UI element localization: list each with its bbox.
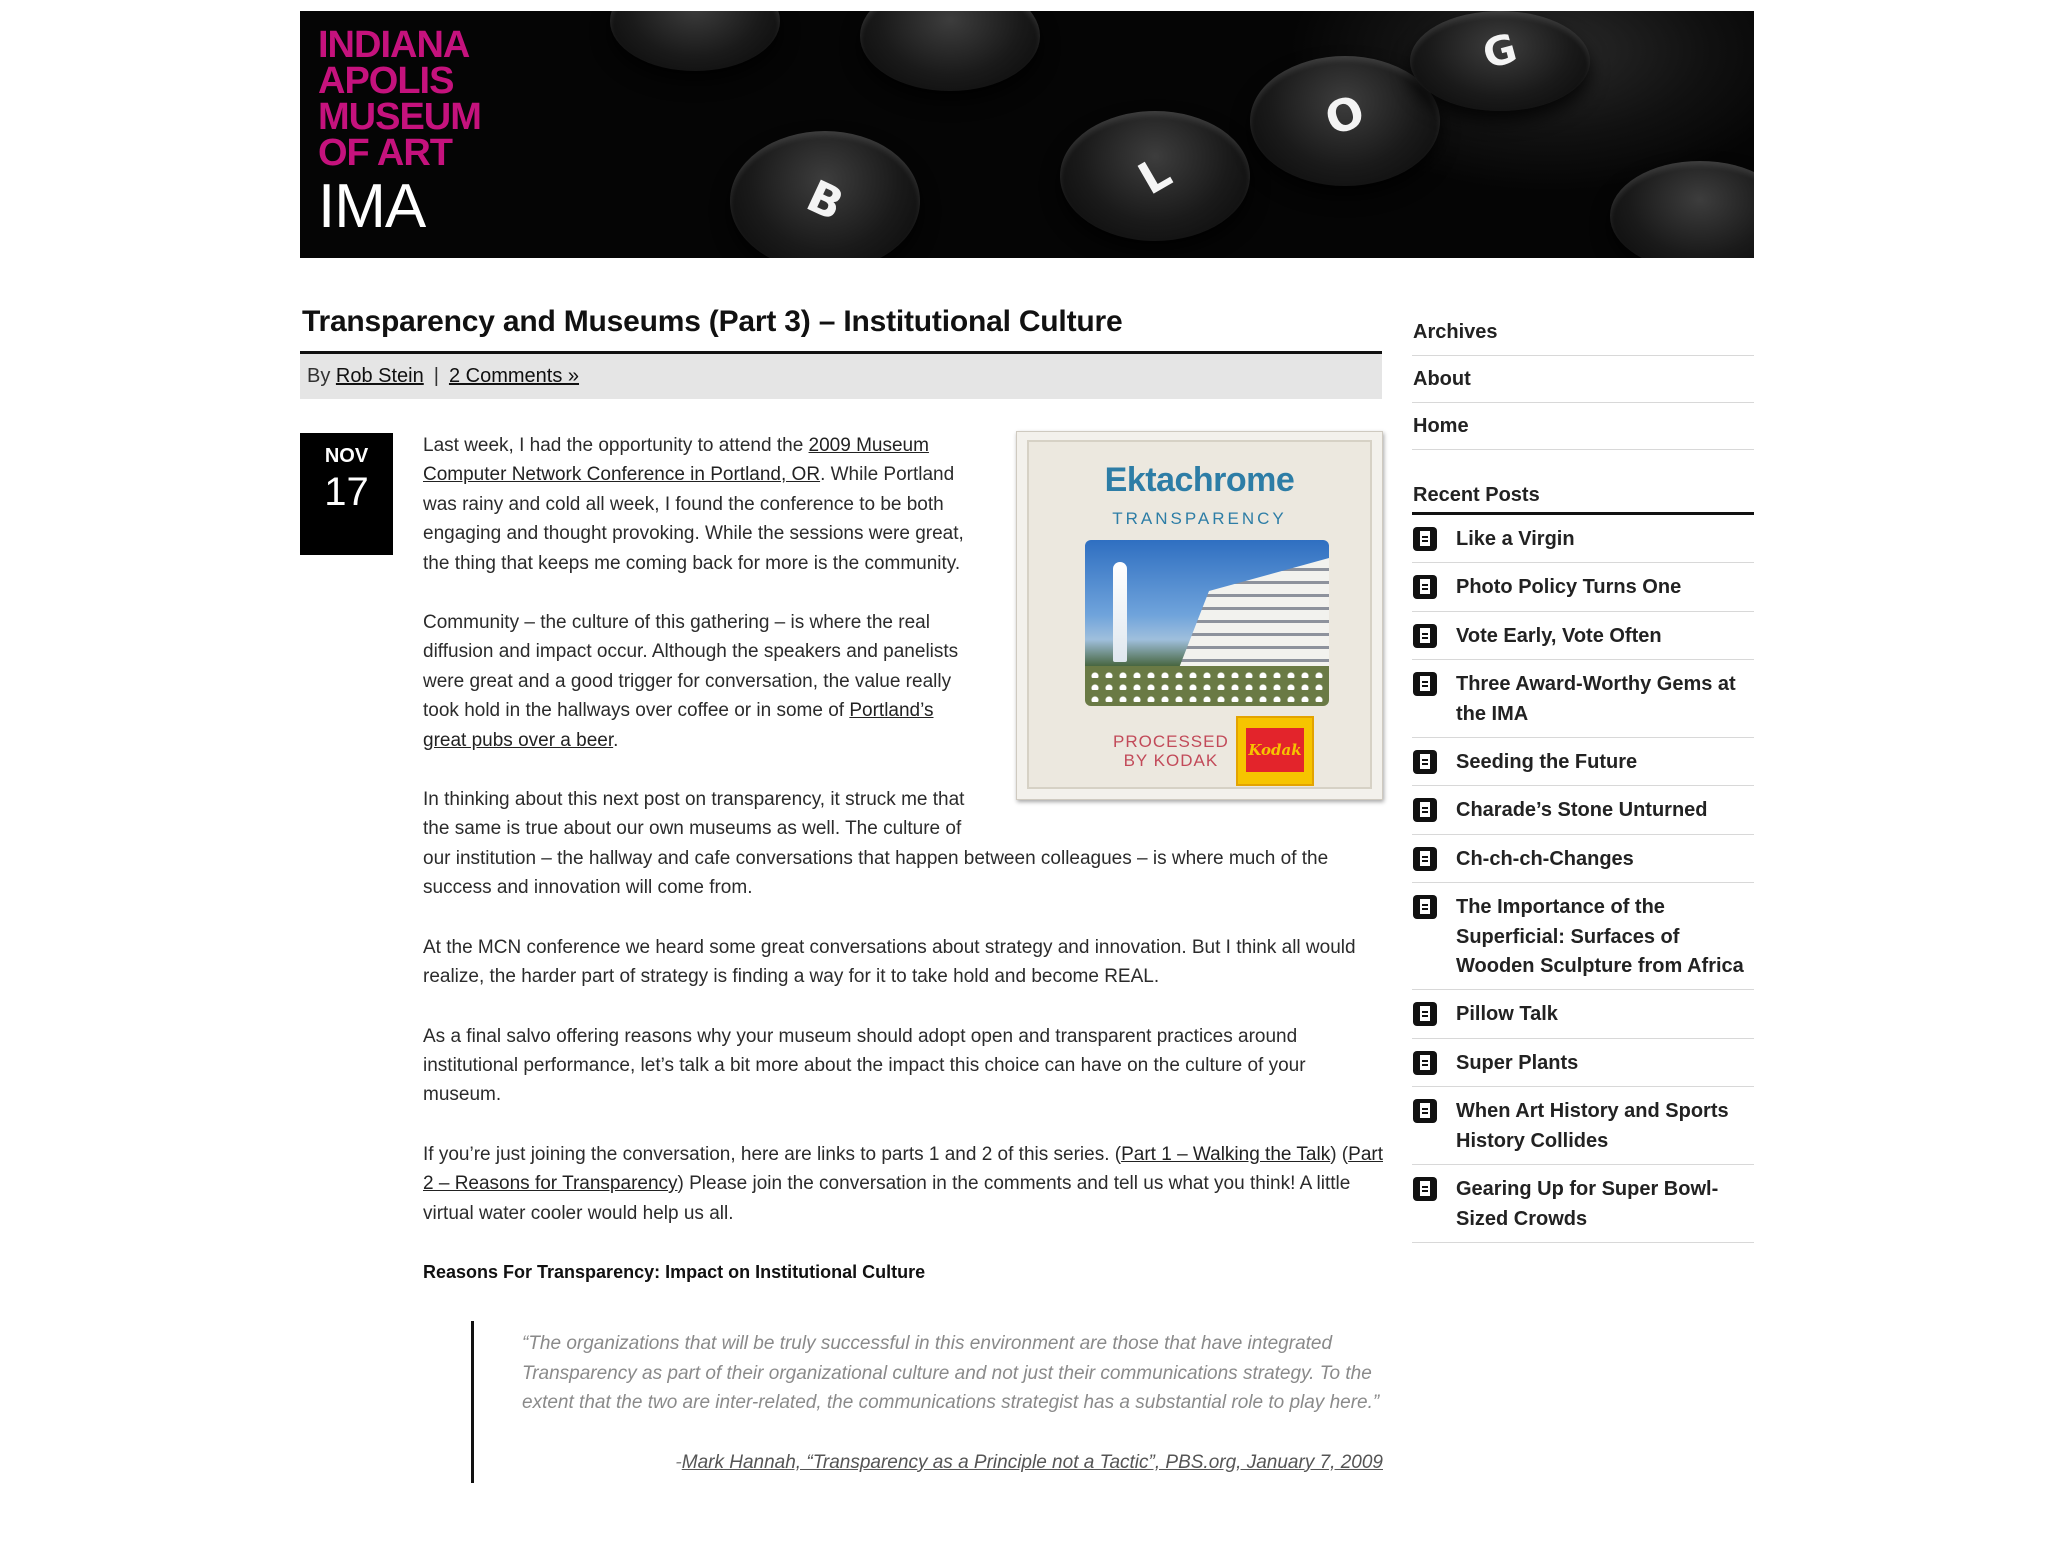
quote-text: “The organizations that will be truly successful in this environment are those that have integrated Transparency as part of their organizational culture and not just their communications strategy. To the extent that the two are inter-related, the communications strategist has a substantial role to play here.” [522,1333,1380,1414]
quote-source [522,1448,1383,1477]
fountain-shape [1113,562,1127,662]
document-icon [1413,1002,1437,1026]
paragraph: At the MCN conference we heard some great conversations about strategy and innovation. But I think all would realize, the harder part of strategy is finding a way for it to take hold and become REAL. [423,936,1356,988]
logo-line: MUSEUM [318,96,481,138]
recent-post-link[interactable]: Seeding the Future [1456,751,1638,774]
logo-line: OF ART [318,132,453,174]
document-icon [1413,1051,1437,1075]
typewriter-key [860,11,1040,91]
ima-logo[interactable] [318,24,508,241]
nav-item-about [1412,356,1754,403]
recent-post-link[interactable]: When Art History and Sports History Collides [1456,1100,1729,1152]
nav-link-archives[interactable]: Archives [1413,321,1498,343]
typewriter-key [1610,161,1754,258]
date-month: NOV [324,445,369,467]
author-link[interactable]: Rob Stein [335,365,424,387]
nav-item-archives [1412,309,1754,356]
part-2-link[interactable]: Part 2 – Reasons for Transparency [423,1143,1383,1195]
ektachrome-slide-image [1016,431,1383,800]
byline-prefix: By [307,365,331,387]
mcn-conference-link[interactable]: 2009 Museum Computer Network Conference in Portland, OR [423,435,929,486]
recent-post-item[interactable] [1412,612,1754,660]
recent-post-item[interactable] [1412,1039,1754,1087]
typewriter-key-g [1410,11,1590,111]
recent-post-link[interactable]: Charade’s Stone Unturned [1456,799,1708,822]
document-icon [1413,672,1437,696]
logo-line: APOLIS [318,60,454,102]
post-content [423,431,1383,1483]
key-label: O [1318,85,1372,147]
recent-post-link[interactable]: The Importance of the Superficial: Surfaces of Wooden Sculpture from Africa [1456,896,1744,978]
logo-line: INDIANA [318,24,470,66]
key-label: B [799,170,851,232]
document-icon [1413,750,1437,774]
quote-source-link[interactable]: Mark Hannah, “Transparency as a Principle not a Tactic”, PBS.org, January 7, 2009 [681,1451,1383,1473]
typewriter-key [610,11,780,71]
key-label: L [1130,146,1180,206]
recent-posts-heading: Recent Posts [1412,484,1754,515]
blockquote [471,1321,1383,1483]
paragraph-text: If you’re just joining the conversation, here are links to parts 1 and 2 of this series. ( [423,1143,1122,1165]
section-heading: Reasons For Transparency: Impact on Institutional Culture [423,1261,926,1282]
header-banner[interactable] [300,11,1754,258]
date-day: 17 [324,470,369,514]
recent-post-link[interactable]: Three Award-Worthy Gems at the IMA [1456,673,1736,725]
paragraph-text: Community – the culture of this gathering – is where the real diffusion and impact occur. Although the speakers and panelists were great and a good trigger for conversation, the value really took hold in the hallways over coffee or in some of [423,612,959,722]
document-icon [1413,1177,1437,1201]
processed-line-1: PROCESSED [1113,732,1229,751]
recent-post-item[interactable] [1412,786,1754,834]
recent-post-link[interactable]: Vote Early, Vote Often [1456,624,1662,647]
paragraph: In thinking about this next post on transparency, it struck me that the same is true about our own museums as well. The culture of our institution – the hallway and cafe conversations that happen between colleagues – is where much of the success and innovation will come from. [423,789,1329,899]
recent-post-item[interactable] [1412,563,1754,611]
paragraph-text: . While Portland was rainy and cold all week, I found the conference to be both engaging and thought provoking. While the sessions were great, the thing that keeps me coming back for more is the community. [423,464,964,574]
recent-post-item[interactable] [1412,738,1754,786]
kodak-logo [1236,716,1314,786]
recent-post-link[interactable]: Pillow Talk [1456,1003,1558,1026]
slide-processed-text [1113,732,1229,770]
recent-post-item[interactable] [1412,883,1754,990]
recent-post-item[interactable] [1412,990,1754,1038]
date-badge [300,433,393,555]
recent-posts-list [1412,515,1754,1243]
typewriter-key-b [730,131,920,258]
document-icon [1413,847,1437,871]
byline [300,351,1382,399]
paragraph-text: . [613,729,619,751]
byline-separator: | [433,365,439,387]
nav-item-home [1412,403,1754,450]
document-icon [1413,527,1437,551]
processed-line-2: BY KODAK [1123,751,1219,770]
document-icon [1413,624,1437,648]
portland-pubs-link[interactable]: Portland’s great pubs over a beer [423,700,934,751]
part-1-link[interactable]: Part 1 – Walking the Talk [1121,1143,1331,1165]
sidebar [1412,309,1754,1243]
document-icon [1413,575,1437,599]
page [300,11,1754,1473]
post-title[interactable]: Transparency and Museums (Part 3) – Institutional Culture [302,305,1123,338]
recent-post-item[interactable] [1412,515,1754,563]
recent-post-link[interactable]: Gearing Up for Super Bowl-Sized Crowds [1456,1178,1719,1230]
comments-link[interactable]: 2 Comments » [448,365,580,387]
logo-ima: IMA [318,172,426,241]
flowers-shape [1085,666,1329,706]
typewriter-key-o [1250,56,1440,186]
document-icon [1413,1099,1437,1123]
key-label: G [1478,25,1522,79]
recent-post-item[interactable] [1412,835,1754,883]
slide-mount [1027,440,1372,789]
recent-post-item[interactable] [1412,1087,1754,1165]
recent-post-link[interactable]: Super Plants [1456,1051,1579,1074]
main-column [300,269,1383,1473]
slide-subtitle: TRANSPARENCY [1112,509,1287,528]
pages-nav [1412,309,1754,450]
slide-brand: Ektachrome [1104,461,1295,499]
recent-post-item[interactable] [1412,1165,1754,1243]
typewriter-key-l [1060,111,1250,241]
slide-photo [1085,540,1329,706]
kodak-logo-text: Kodak [1246,728,1304,772]
paragraph [423,1140,1383,1228]
recent-post-item[interactable] [1412,660,1754,738]
paragraph-text: ) Please join the conversation in the comments and tell us what you think! A little virtual water cooler would help us all. [423,1173,1351,1224]
nav-link-home[interactable]: Home [1413,415,1469,437]
recent-post-link[interactable]: Ch-ch-ch-Changes [1456,847,1634,870]
paragraph-text: Last week, I had the opportunity to attend the [423,435,809,456]
document-icon [1413,798,1437,822]
nav-link-about[interactable]: About [1413,368,1471,390]
recent-post-link[interactable]: Like a Virgin [1456,528,1575,550]
document-icon [1413,895,1437,919]
paragraph-text: ) ( [1330,1143,1349,1165]
quote-dash: - [675,1451,682,1473]
recent-post-link[interactable]: Photo Policy Turns One [1456,576,1682,599]
building-shape [1179,558,1329,668]
paragraph: As a final salvo offering reasons why your museum should adopt open and transparent practices around institutional performance, let’s talk a bit more about the impact this choice can have on the culture of your museum. [423,1025,1306,1106]
